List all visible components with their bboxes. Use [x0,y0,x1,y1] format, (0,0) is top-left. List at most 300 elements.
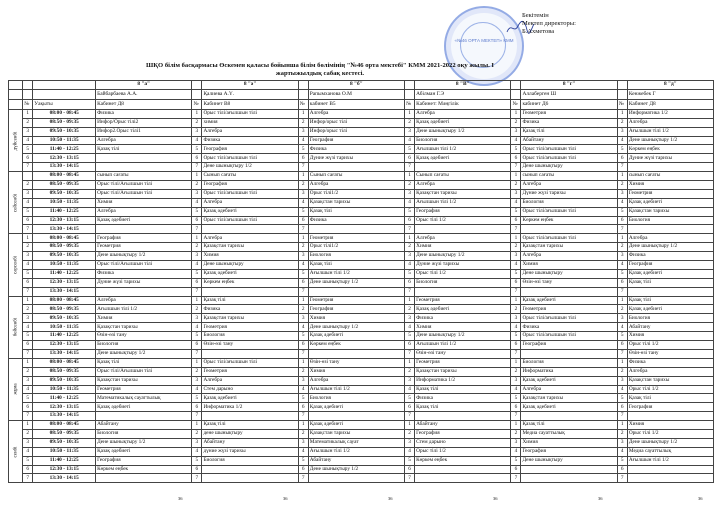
lesson-index: 2 [192,429,202,438]
subject-cell: Инфор2.Орыс тілі1 [96,127,192,136]
lesson-index: 7 [298,163,308,172]
lesson-index: 6 [511,278,521,287]
lesson-index: 4 [511,261,521,270]
lesson-index: 3 [405,127,415,136]
subject-cell: Қазақ әдебиеті [521,403,617,412]
lesson-number: 2 [23,243,33,252]
lesson-index: 1 [192,358,202,367]
subject-cell [415,465,511,474]
lesson-index: 7 [617,412,627,421]
lesson-index: 3 [405,438,415,447]
subject-cell: Қазақ тілі [415,385,511,394]
schedule-row [9,394,714,403]
lesson-index: 2 [511,305,521,314]
subject-cell: Алгебра [415,109,511,118]
subject-cell: Информатика 1/2 [627,109,713,118]
lesson-time: 13:30 - 14:15 [33,163,96,172]
header-room-row [9,99,714,109]
schedule-row [9,403,714,412]
header-teacher-row [9,89,714,99]
subject-cell [96,225,192,234]
lesson-index: 6 [511,465,521,474]
lesson-index: 4 [511,447,521,456]
subject-cell: Қазақ тілі [96,358,192,367]
subject-cell: Қазақстан тарихы [415,189,511,198]
subject-cell: Физика [96,109,192,118]
subject-cell: Қазақ әдебиеті [202,207,298,216]
day-label [9,109,23,171]
subject-cell: Көркем еңбек [627,145,713,154]
schedule-row [9,198,714,207]
lesson-index: 4 [405,198,415,207]
lesson-index: 1 [405,358,415,367]
time-header: Уақыты [33,99,96,109]
lesson-index: 4 [298,261,308,270]
lesson-index: 7 [405,225,415,234]
num-header: № [617,99,627,109]
approval-line: Мектеп директоры: [522,20,576,27]
teacher-name: Аллаберген Ш [521,89,617,99]
subject-cell: Абайтану [627,323,713,332]
lesson-index: 4 [617,323,627,332]
lesson-time: 08:00 - 08:45 [33,172,96,181]
lesson-index: 1 [511,109,521,118]
subject-cell: Орыс тілі 1/2 [627,385,713,394]
lesson-number: 5 [23,394,33,403]
lesson-number: 4 [23,385,33,394]
subject-cell [308,163,404,172]
lesson-index: 3 [617,438,627,447]
lesson-index: 2 [405,243,415,252]
subject-cell: Қазақстан тарихы [202,314,298,323]
subject-cell: Геометрия [521,305,617,314]
lesson-index: 1 [617,421,627,430]
lesson-index: 6 [617,341,627,350]
subject-cell: Физика [202,136,298,145]
lesson-time: 09:50 - 10:35 [33,252,96,261]
subject-cell: Қазақ әдебиеті [202,394,298,403]
subject-cell: Алгебра [521,385,617,394]
lesson-time: 08:50 - 09:35 [33,367,96,376]
lesson-index: 6 [405,154,415,163]
subject-cell: Абайтану [202,438,298,447]
lesson-number: 2 [23,118,33,127]
lesson-index: 5 [405,207,415,216]
subject-cell [627,465,713,474]
lesson-index: 1 [405,421,415,430]
lesson-index: 3 [511,314,521,323]
teacher-name: Абілман Г.Э [415,89,511,99]
schedule-row [9,314,714,323]
subject-cell: Инфор/Орыс тілі2 [96,118,192,127]
lesson-index: 3 [511,252,521,261]
lesson-index: 2 [511,243,521,252]
lesson-index: 6 [617,278,627,287]
lesson-index: 7 [298,225,308,234]
subject-cell: Қазақстан тарихы [308,198,404,207]
subject-cell: Алгебра [521,252,617,261]
lesson-number: 1 [23,421,33,430]
subject-cell: Қазақ әдебиеті [96,216,192,225]
subject-cell: Биология [521,198,617,207]
room-label: Кабинет Д8 [627,99,713,109]
lesson-index: 3 [511,189,521,198]
lesson-time: 09:50 - 10:35 [33,438,96,447]
lesson-index: 1 [192,109,202,118]
lesson-index: 4 [405,323,415,332]
lesson-index: 2 [617,305,627,314]
footer-count: 36 [598,496,603,501]
subject-cell: Орыс тілі/ағылшын тілі [202,216,298,225]
subject-cell: Дене шынықтыру 1/2 [308,465,404,474]
subject-cell: Биология [96,429,192,438]
room-label: Кабинет Д8 [96,99,192,109]
lesson-time: 08:50 - 09:35 [33,305,96,314]
lesson-index: 2 [511,181,521,190]
lesson-number: 3 [23,438,33,447]
lesson-index: 6 [298,403,308,412]
subject-cell: Абайтану [521,136,617,145]
subject-cell: Дене шынықтыру [521,269,617,278]
subject-cell: Абайтану [96,421,192,430]
subject-cell [96,163,192,172]
subject-cell [202,465,298,474]
subject-cell: Алгебра [96,296,192,305]
schedule-row [9,181,714,190]
lesson-number: 4 [23,261,33,270]
lesson-index: 3 [298,314,308,323]
subject-cell: дүние жүзі тарихы [202,447,298,456]
subject-cell: Алгебра [627,234,713,243]
subject-cell [415,225,511,234]
lesson-index: 6 [298,341,308,350]
lesson-index: 3 [405,314,415,323]
lesson-index: 6 [192,216,202,225]
subject-cell: Қазақ әдебиеті [202,269,298,278]
lesson-index: 5 [298,269,308,278]
schedule-row [9,136,714,145]
subject-cell: сынып сағаты [521,172,617,181]
subject-cell: Химия [415,243,511,252]
schedule-table [8,80,714,483]
subject-cell: Биология [415,136,511,145]
subject-cell: Орыс тілі/ағылшын тілі [521,314,617,323]
subject-cell: Геометрия [202,323,298,332]
subject-cell: Орыс тілі/Ағылшын тілі [96,261,192,270]
schedule-row [9,172,714,181]
lesson-index: 1 [192,421,202,430]
subject-cell: Геометрия [521,109,617,118]
subject-cell: Сынып сағаты [415,172,511,181]
subject-cell: География [521,341,617,350]
lesson-time: 13:30 - 14:15 [33,225,96,234]
lesson-index: 5 [192,394,202,403]
lesson-index: 6 [405,278,415,287]
lesson-time: 11:40 - 12:25 [33,332,96,341]
day-name: бейсенбі [12,317,18,337]
lesson-index: 5 [511,269,521,278]
lesson-index: 4 [298,198,308,207]
subject-cell [308,474,404,483]
subject-cell: Қазақстан тарихы [627,207,713,216]
subject-cell: Математикалық сауат [308,438,404,447]
lesson-index: 6 [405,403,415,412]
class-header: 8 "ә" [202,81,298,90]
lesson-index: 1 [617,296,627,305]
subject-cell: Қазақ әдебиеті [96,447,192,456]
lesson-index: 6 [192,403,202,412]
lesson-number: 7 [23,349,33,358]
lesson-number: 3 [23,189,33,198]
lesson-index: 6 [405,465,415,474]
lesson-index: 3 [405,252,415,261]
lesson-index: 3 [617,252,627,261]
subject-cell: Қазақ тілі [627,296,713,305]
subject-cell: Химия [96,314,192,323]
subject-cell [521,412,617,421]
lesson-index: 7 [405,474,415,483]
schedule-row [9,127,714,136]
subject-cell: Қазақ тілі [202,296,298,305]
subject-cell: Қазақстан тарихы [308,429,404,438]
subject-cell: Өзін-өзі тану [202,341,298,350]
lesson-index: 1 [298,234,308,243]
schedule-row [9,438,714,447]
subject-cell: Стем дарыно [202,385,298,394]
subject-cell: Көркем еңбек [96,465,192,474]
lesson-time: 10:50 - 11:35 [33,198,96,207]
schedule-row [9,225,714,234]
subject-cell: Медиа сауаттылық [627,447,713,456]
subject-cell: Қазақ тілі [627,278,713,287]
lesson-index: 2 [511,118,521,127]
lesson-index: 4 [617,198,627,207]
subject-cell: Алгебра [627,118,713,127]
schedule-row [9,154,714,163]
subject-cell [627,225,713,234]
teacher-name: Байбарбаева А.А. [96,89,192,99]
lesson-index: 7 [617,287,627,296]
subject-cell: Дене шынықтыру 1/2 [627,438,713,447]
subject-cell: Дене шынықтыру 1/2 [415,127,511,136]
schedule-row [9,269,714,278]
subject-cell: Орыс тілі/ағылшын тілі [521,234,617,243]
lesson-index: 7 [298,474,308,483]
lesson-time: 10:50 - 11:35 [33,323,96,332]
lesson-index: 4 [298,323,308,332]
lesson-index: 2 [405,181,415,190]
subject-cell: Орыс тілі 1/2 [415,269,511,278]
day-name: сенбі [12,446,18,458]
lesson-time: 10:50 - 11:35 [33,447,96,456]
subject-cell [521,287,617,296]
subject-cell: дене шынықтыру [202,429,298,438]
lesson-time: 08:50 - 09:35 [33,243,96,252]
schedule-row [9,323,714,332]
lesson-index: 2 [511,429,521,438]
day-name: жұма [12,383,18,396]
lesson-index: 3 [298,252,308,261]
lesson-time: 08:00 - 08:45 [33,109,96,118]
footer-count: 36 [388,496,393,501]
schedule-row [9,358,714,367]
lesson-index: 1 [511,296,521,305]
lesson-time: 12:30 - 13:15 [33,216,96,225]
lesson-index: 6 [617,154,627,163]
subject-cell: Биология [521,358,617,367]
lesson-time: 08:50 - 09:35 [33,118,96,127]
lesson-time: 11:40 - 12:25 [33,456,96,465]
class-header: 8 "а" [96,81,192,90]
subject-cell: Физика [415,314,511,323]
lesson-index: 1 [405,296,415,305]
subject-cell: Информатика [521,367,617,376]
room-label: Кабинет: Мәңгілік [415,99,511,109]
subject-cell: Дүние жүзі тарихы [521,189,617,198]
lesson-index: 7 [192,412,202,421]
lesson-index: 3 [617,189,627,198]
subject-cell: Алгебра [202,376,298,385]
lesson-index: 2 [298,429,308,438]
lesson-index: 1 [298,358,308,367]
lesson-number: 1 [23,234,33,243]
schedule-row [9,456,714,465]
lesson-index: 2 [617,429,627,438]
subject-cell: сынып сағаты [96,172,192,181]
subject-cell: Орыс тілі/ағылшын тілі [521,207,617,216]
lesson-index: 4 [511,385,521,394]
lesson-index: 7 [405,349,415,358]
schedule-row [9,109,714,118]
page-title: ШҚО білім басқармасы Өскемен қаласы бойынша білім бөлімінің "№46 орта мектебі" КММ 2021-2022 оқу жылы. I жартыжылдық сабақ кестесі. [146,62,494,77]
lesson-index: 1 [192,172,202,181]
subject-cell: Биология [415,278,511,287]
subject-cell: Алгебра [308,181,404,190]
subject-cell: Алгебра [202,198,298,207]
schedule-row [9,367,714,376]
lesson-number: 6 [23,216,33,225]
subject-cell [627,163,713,172]
lesson-index: 1 [405,234,415,243]
subject-cell: Көркем еңбек [415,456,511,465]
schedule-row [9,278,714,287]
subject-cell: Қазақ әдебиеті [308,421,404,430]
subject-cell: География [96,234,192,243]
subject-cell: Өзін-өзі тану [308,358,404,367]
lesson-index: 5 [192,269,202,278]
lesson-number: 1 [23,109,33,118]
subject-cell: Дүние жүзі тарихы [627,154,713,163]
schedule-row [9,474,714,483]
lesson-index: 7 [617,349,627,358]
subject-cell: Қазақ әдебиеті [308,332,404,341]
lesson-index: 5 [405,332,415,341]
lesson-index: 5 [298,394,308,403]
subject-cell: Алгебра [96,136,192,145]
lesson-number: 6 [23,154,33,163]
lesson-time: 12:30 - 13:15 [33,278,96,287]
subject-cell: Сынып сағаты [202,172,298,181]
lesson-index: 6 [617,465,627,474]
subject-cell: сынып сағаты [627,172,713,181]
lesson-index: 2 [298,181,308,190]
subject-cell: Физика [308,216,404,225]
subject-cell: Қазақ тілі [521,127,617,136]
subject-cell: Орыс тілі/ағылшын тілі [521,145,617,154]
lesson-time: 13:30 - 14:15 [33,349,96,358]
subject-cell: Қазақ тілі [308,261,404,270]
lesson-number: 3 [23,376,33,385]
lesson-index: 3 [192,189,202,198]
subject-cell: География [308,305,404,314]
lesson-number: 6 [23,278,33,287]
lesson-number: 6 [23,341,33,350]
subject-cell: Алгебра [415,234,511,243]
lesson-index: 1 [617,109,627,118]
subject-cell: Алгебра [521,181,617,190]
lesson-time: 09:50 - 10:35 [33,376,96,385]
lesson-index: 1 [192,296,202,305]
subject-cell: Өзін-өзі тану [521,278,617,287]
lesson-index: 7 [511,349,521,358]
footer-count: 36 [283,496,288,501]
lesson-number: 3 [23,252,33,261]
subject-cell: Қазақстан тарихы [415,367,511,376]
lesson-index: 1 [617,358,627,367]
lesson-index: 3 [298,438,308,447]
lesson-index: 5 [298,456,308,465]
subject-cell: Физика [415,394,511,403]
lesson-time: 09:50 - 10:35 [33,314,96,323]
lesson-index: 7 [298,287,308,296]
subject-cell: География [415,207,511,216]
lesson-index: 4 [192,198,202,207]
lesson-index: 2 [192,367,202,376]
schedule-row [9,332,714,341]
lesson-index: 1 [617,172,627,181]
subject-cell: Дене шынықтыру 1/2 [308,278,404,287]
subject-cell: Ағылшын тілі 1/2 [415,341,511,350]
lesson-number: 1 [23,296,33,305]
lesson-index: 5 [405,456,415,465]
class-header: 8 "д" [627,81,713,90]
lesson-index: 6 [298,216,308,225]
subject-cell: Физика [521,323,617,332]
lesson-index: 2 [405,305,415,314]
subject-cell [521,474,617,483]
lesson-index: 3 [405,189,415,198]
lesson-time: 12:30 - 13:15 [33,341,96,350]
class-header: 8 "В" [415,81,511,90]
num-header: № [511,99,521,109]
lesson-number: 4 [23,136,33,145]
lesson-time: 08:00 - 08:45 [33,421,96,430]
schedule-row [9,341,714,350]
lesson-time: 10:50 - 11:35 [33,261,96,270]
subject-cell: Геометрия [96,243,192,252]
day-name: сейсенбі [12,193,18,212]
subject-cell: Ағылшын тілі 1/2 [627,456,713,465]
schedule-row [9,189,714,198]
subject-cell: Химия [627,421,713,430]
class-header: 8 "г" [521,81,617,90]
subject-cell: Дене шынықтыру 1/2 [627,243,713,252]
subject-cell: Алгебра [308,109,404,118]
subject-cell: Орыс тілі 1/2 [415,447,511,456]
lesson-index: 7 [617,163,627,172]
lesson-index: 7 [192,474,202,483]
lesson-time: 11:40 - 12:25 [33,394,96,403]
